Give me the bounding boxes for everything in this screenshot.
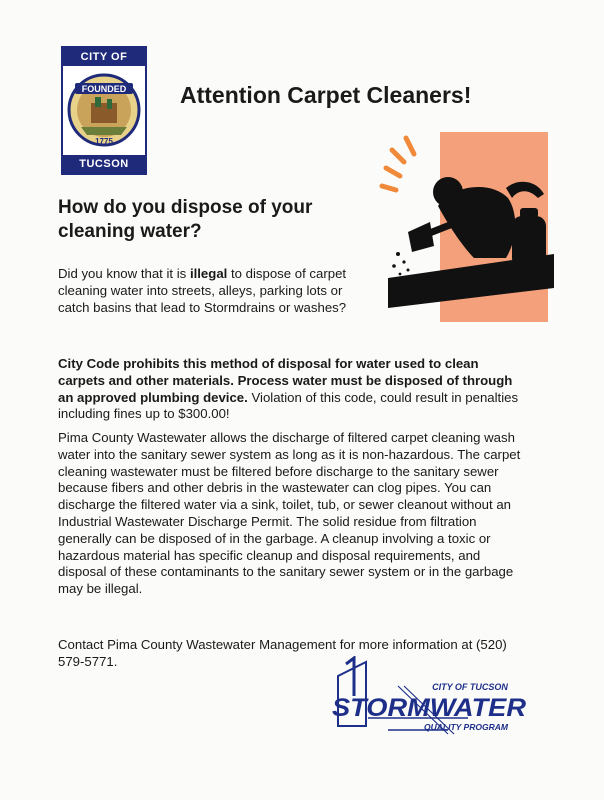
stormwater-city-text: CITY OF TUCSON: [432, 682, 508, 692]
city-of-tucson-logo: [61, 46, 147, 175]
contact-paragraph: Contact Pima County Wastewater Management for more information at (520) 579-5771.: [58, 637, 507, 669]
logo-city-of-text: CITY OF: [63, 48, 145, 66]
pima-county-paragraph: Pima County Wastewater allows the discharge of filtered carpet cleaning wash water into the sanitary sewer system as long as it is non-hazardous. The carpet cleaning wastewater must be filtered before discharge to the sanitary sewer because fibers and other debris in the wastewater can clog pipes. You can discharge the filtered water via a sink, toilet, tub, or sewer cleanout without an Industrial Wastewater Discharge Permit. The solid residue from filtration generally can be disposed of in the garbage. A cleanup involving a toxic or hazardous material has specific cleanup and disposal requirements, and disposal of these contaminants to the sanitary sewer system or in the garbage may be illegal.: [58, 430, 521, 597]
intro-text-end: to dispose of carpet cleaning water into streets, alleys, parking lots or catch basins that lead to Stormdrains or washes?: [58, 266, 347, 315]
stormwater-title-text: STORMWATER: [332, 694, 526, 722]
logo-founded-text: FOUNDED: [81, 84, 127, 94]
intro-text-start: Did you know that it is: [58, 266, 190, 281]
intro-paragraph: [58, 266, 348, 316]
stormwater-program-text: QUALITY PROGRAM: [424, 722, 508, 732]
bleed-through-mark: [250, 112, 256, 138]
logo-year-text: 1775: [95, 137, 113, 146]
city-code-paragraph: [58, 356, 528, 423]
illegal-emphasis: illegal: [189, 266, 228, 281]
city-code-bold-text: City Code prohibits this method of disposal for water used to clean carpets and other materials. Process water must be disposed of through an approved plumbing device.: [58, 356, 513, 405]
penalty-text: Violation of this code, could result in penalties including fines up to $300.00!: [58, 389, 519, 422]
question-heading: How do you dispose of your cleaning water?: [58, 197, 313, 242]
carpet-cleaner-illustration: [378, 128, 568, 323]
page-title: Attention Carpet Cleaners!: [180, 82, 472, 108]
stormwater-logo: [328, 656, 528, 736]
city-seal-icon: [67, 69, 141, 151]
logo-tucson-text: TUCSON: [63, 155, 145, 173]
